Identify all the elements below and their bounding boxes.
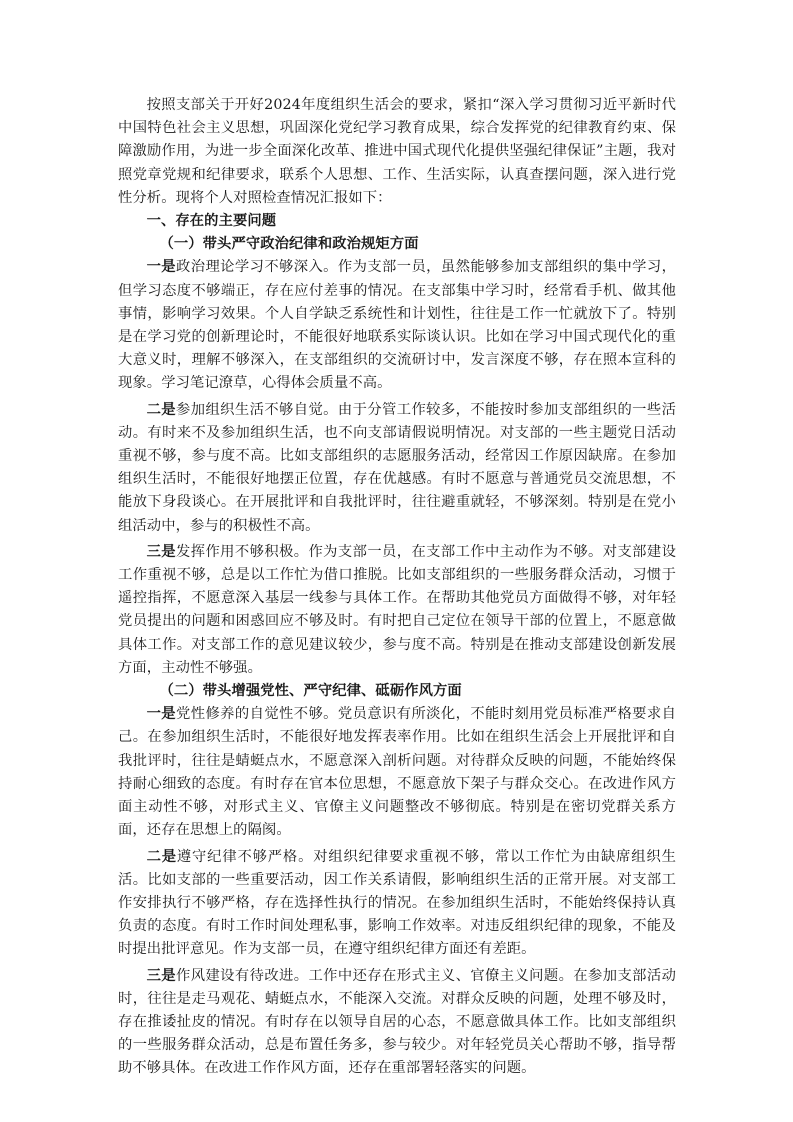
paragraph-sub1-item1 — [118, 256, 676, 395]
paragraph-sub2-item2 — [118, 846, 676, 962]
paragraph-body: 遵守纪律不够严格。对组织纪律要求重视不够，常以工作忙为由缺席组织生活。比如支部的一些重要活动，因工作关系请假，影响组织生活的正常开展。对支部工作安排执行不够严格，存在选择性执行的情况。在参加组织生活时，不能始终保持认真负责的态度。有时工作时间处理私事，影响工作效率。对违反组织纪律的现象，不能及时提出批评意见。作为支部一员，在遵守组织纪律方面还有差距。 — [118, 848, 676, 958]
subsection-heading-party-spirit: （二）带头增强党性、严守纪律、砥砺作风方面 — [159, 683, 462, 700]
paragraph-body: 党性修养的自觉性不够。党员意识有所淡化，不能时刻用党员标准严格要求自己。在参加组织生活时，不能很好地发挥表率作用。比如在组织生活会上开展批评和自我批评时，往往是蜻蜓点水，不愿意深入剖析问题。对待群众反映的问题，不能始终保持耐心细致的态度。有时存在官本位思想，不愿意放下架子与群众交心。在改进作风方面主动性不够，对形式主义、官僚主义问题整改不够彻底。特别是在密切党群关系方面，还存在思想上的隔阂。 — [118, 706, 676, 839]
intro-paragraph: 按照支部关于开好2024年度组织生活会的要求，紧扣“深入学习贯彻习近平新时代中国特色社会主义思想，巩固深化党纪学习教育成果，综合发挥党的纪律教育约束、保障激励作用，为进一步全面深化改革、推进中国式现代化提供坚强纪律保证”主题，我对照党章党规和纪律要求，联系个人思想、工作、生活实际，认真查摆问题，深入进行党性分析。现将个人对照检查情况汇报如下： — [118, 97, 676, 206]
section-heading-problems: 一、存在的主要问题 — [146, 213, 277, 230]
paragraph-body: 政治理论学习不够深入。作为支部一员，虽然能够参加支部组织的集中学习，但学习态度不够端正，存在应付差事的情况。在支部集中学习时，经常看手机、做其他事情，影响学习效果。个人自学缺乏系统性和计划性，往往是工作一忙就放下了。特别是在学习党的创新理论时，不能很好地联系实际谈认识。比如在学习中国式现代化的重大意义时，理解不够深入，在支部组织的交流研讨中，发言深度不够，存在照本宣科的现象。学习笔记潦草，心得体会质量不高。 — [118, 259, 676, 392]
paragraph-sub1-item3 — [118, 541, 676, 680]
paragraph-sub1-item2 — [118, 399, 676, 538]
subsection-heading-political-discipline: （一）带头严守政治纪律和政治规矩方面 — [159, 236, 419, 253]
document-page — [118, 94, 676, 1081]
paragraph-lead: 二是 — [146, 848, 177, 865]
paragraph-body: 参加组织生活不够自觉。由于分管工作较多，不能按时参加支部组织的一些活动。有时来不及参加组织生活，也不向支部请假说明情况。对支部的一些主题党日活动重视不够，参与度不高。比如支部组织的志愿服务活动，经常因工作原因缺席。在参加组织生活时，不能很好地摆正位置，存在优越感。有时不愿意与普通党员交流思想，不能放下身段谈心。在开展批评和自我批评时，往往避重就轻，不够深刻。特别是在党小组活动中，参与的积极性不高。 — [118, 401, 676, 534]
paragraph-sub2-item3 — [118, 965, 676, 1081]
paragraph-lead: 二是 — [146, 401, 177, 418]
paragraph-lead: 三是 — [146, 967, 177, 984]
paragraph-lead: 三是 — [146, 543, 177, 560]
paragraph-body: 作风建设有待改进。工作中还存在形式主义、官僚主义问题。在参加支部活动时，往往是走马观花、蜻蜓点水，不能深入交流。对群众反映的问题，处理不够及时，存在推诿扯皮的情况。有时存在以领导自居的心态，不愿意做具体工作。比如支部组织的一些服务群众活动，总是布置任务多，参与较少。对年轻党员关心帮助不够，指导帮助不够具体。在改进工作作风方面，还存在重部署轻落实的问题。 — [118, 967, 676, 1077]
paragraph-lead: 一是 — [146, 259, 177, 276]
paragraph-body: 发挥作用不够积极。作为支部一员，在支部工作中主动作为不够。对支部建设工作重视不够，总是以工作忙为借口推脱。比如支部组织的一些服务群众活动，习惯于遥控指挥，不愿意深入基层一线参与具体工作。在帮助其他党员方面做得不够，对年轻党员提出的问题和困惑回应不够及时。有时把自己定位在领导干部的位置上，不愿意做具体工作。对支部工作的意见建议较少，参与度不高。特别是在推动支部建设创新发展方面，主动性不够强。 — [118, 543, 676, 676]
paragraph-lead: 一是 — [146, 706, 177, 723]
paragraph-sub2-item1 — [118, 703, 676, 842]
